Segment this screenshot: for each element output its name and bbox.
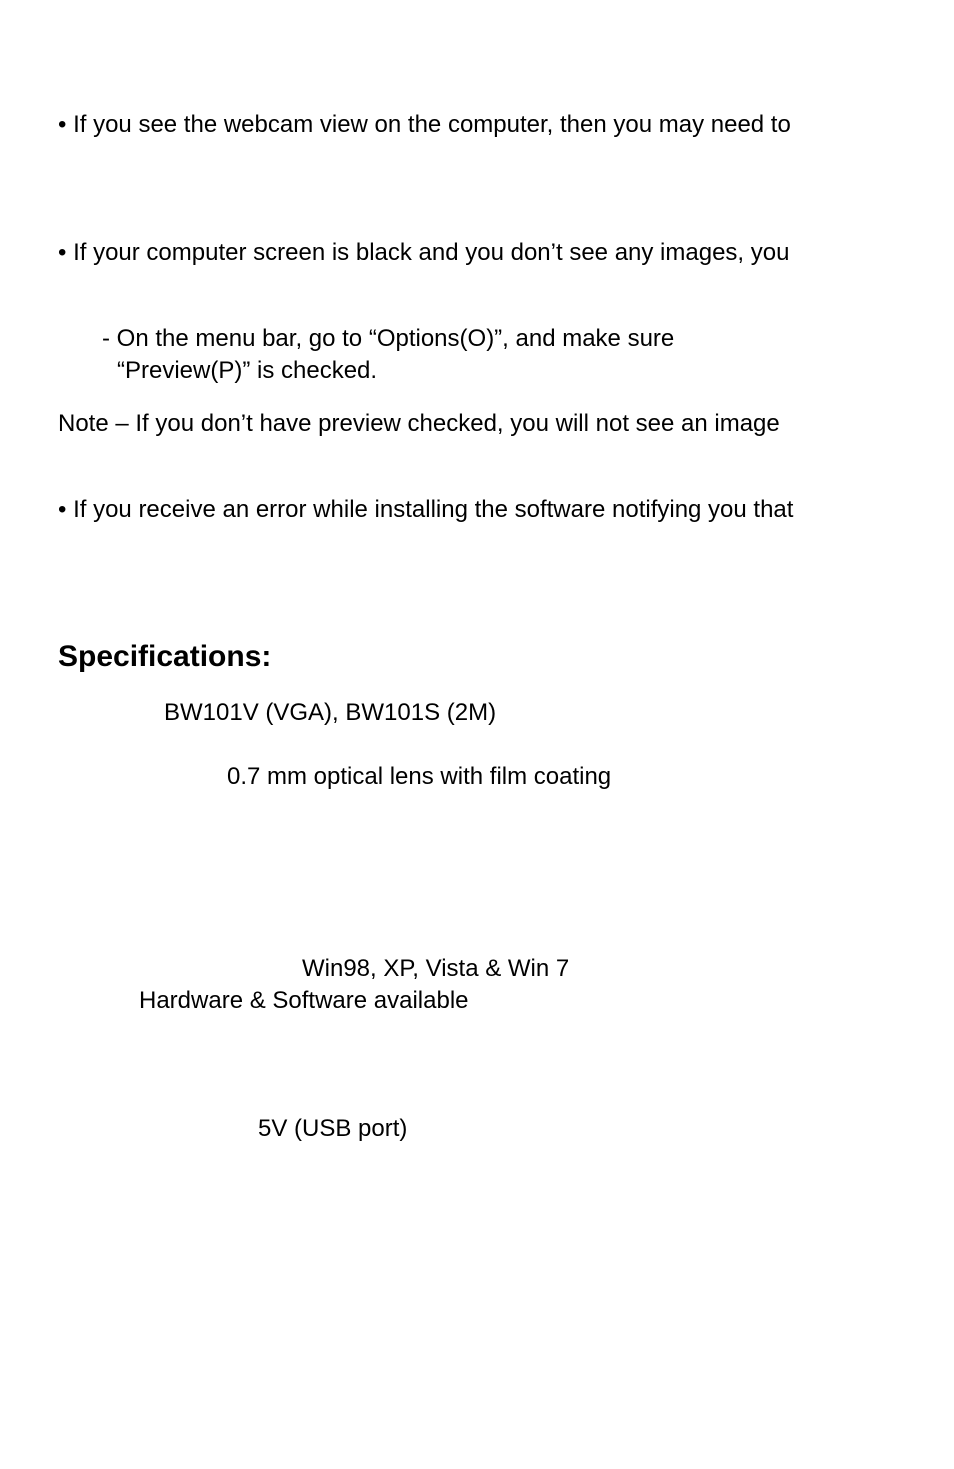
bullet-install-error: • If you receive an error while installing the software notifying you that [58,496,794,523]
preview-step-line-1: - On the menu bar, go to “Options(O)”, and make sure [102,325,675,352]
spec-power-value: 5V (USB port) [258,1115,408,1142]
specifications-heading: Specifications: [58,640,272,673]
bullet-black-screen: • If your computer screen is black and you don’t see any images, you [58,239,790,266]
spec-model-value: BW101V (VGA), BW101S (2M) [164,699,497,726]
spec-hardware-value: Hardware & Software available [139,987,469,1014]
spec-lens-value: 0.7 mm optical lens with film coating [227,763,612,790]
spec-os-value: Win98, XP, Vista & Win 7 [302,955,570,982]
bullet-webcam-view: • If you see the webcam view on the computer, then you may need to [58,111,791,138]
preview-note: Note – If you don’t have preview checked, you will not see an image [58,410,780,437]
preview-step-line-2: “Preview(P)” is checked. [117,357,378,384]
